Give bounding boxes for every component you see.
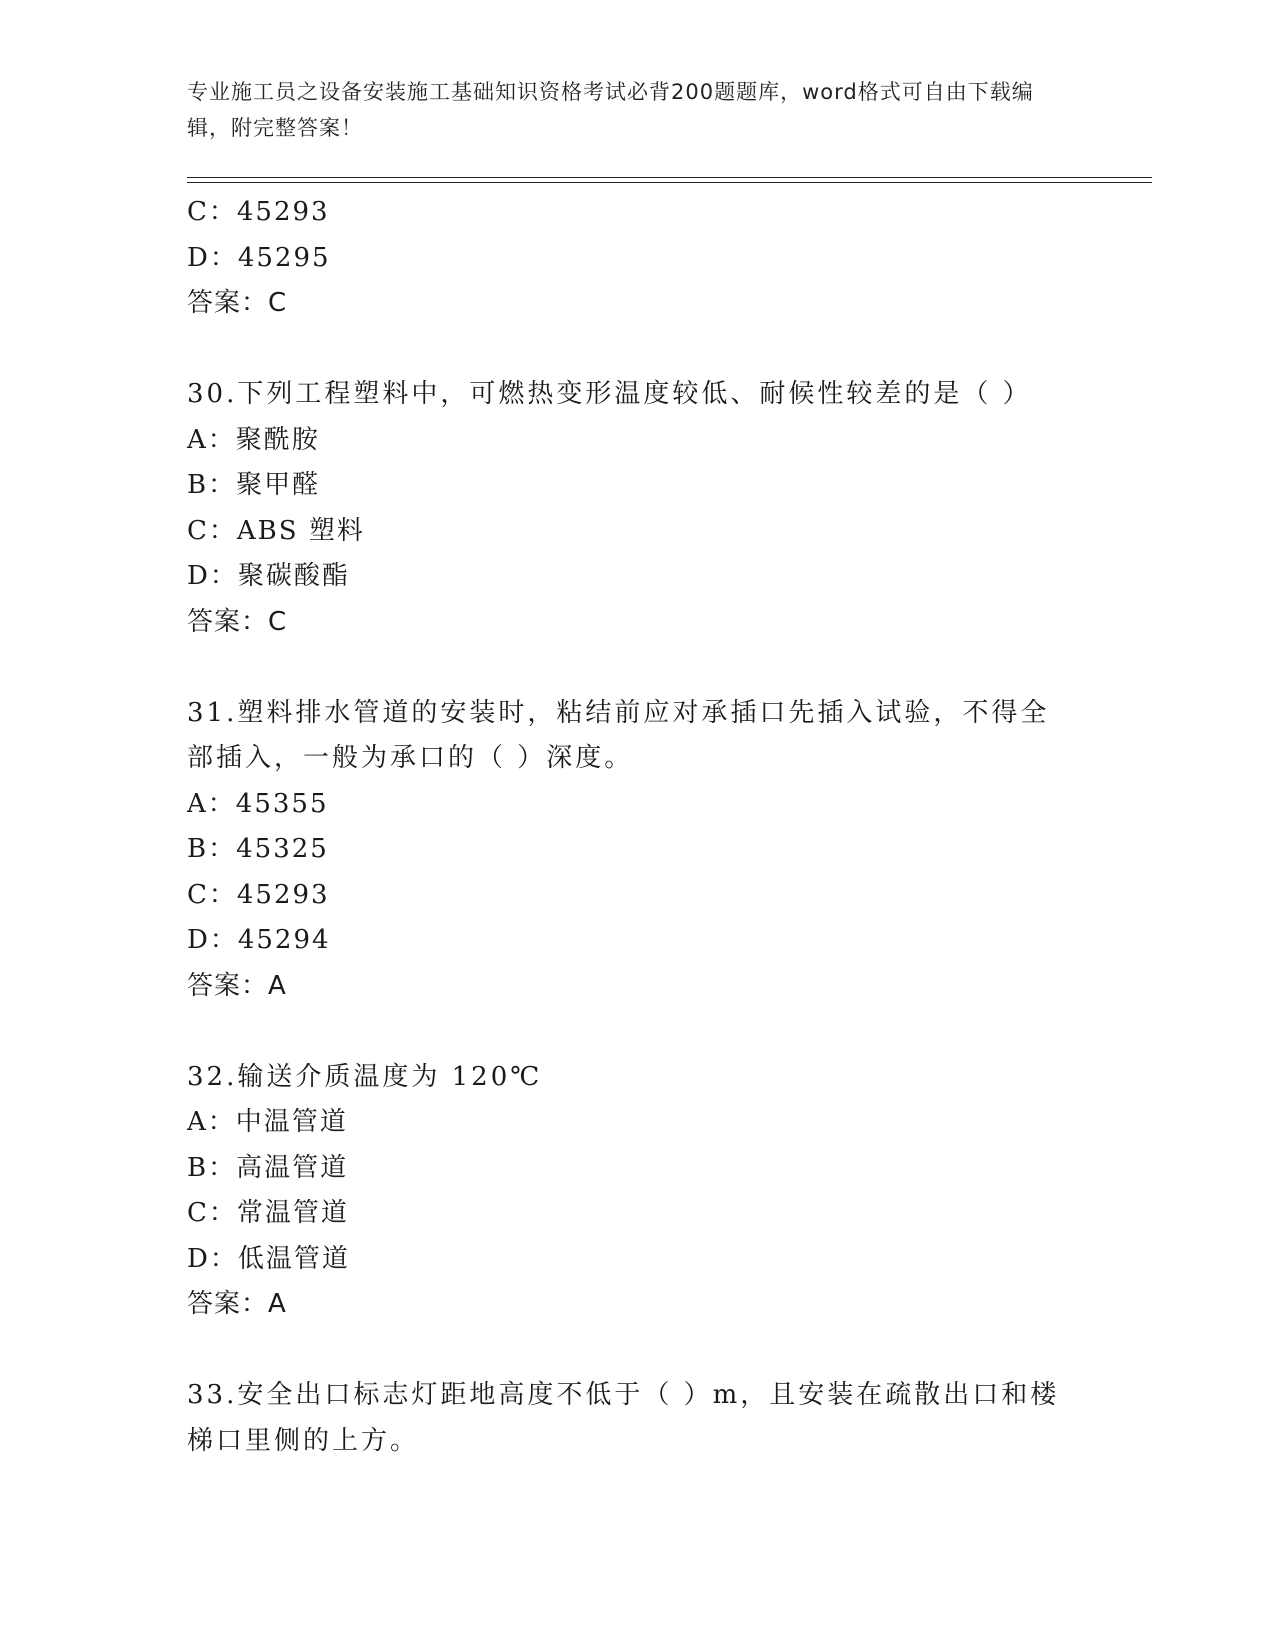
option-a: A：聚酰胺 bbox=[187, 424, 320, 455]
spacer bbox=[187, 1328, 1087, 1374]
document-header: 专业施工员之设备安装施工基础知识资格考试必背200题题库，word格式可自由下载编辑，附完整答案！ bbox=[187, 80, 1034, 140]
spacer bbox=[187, 327, 1087, 373]
option-d: D：45294 bbox=[187, 925, 331, 955]
question-text: 33.安全出口标志灯距地高度不低于（ ）m，且安装在疏散出口和楼梯口里侧的上方。 bbox=[187, 1380, 1060, 1456]
option-c: C：ABS 塑料 bbox=[187, 515, 365, 546]
option-d: D：低温管道 bbox=[187, 1243, 350, 1274]
question-list bbox=[187, 190, 1087, 1464]
option-c: C：45293 bbox=[187, 879, 330, 910]
question-29-tail bbox=[187, 190, 1087, 327]
spacer bbox=[187, 645, 1087, 691]
header-divider-top bbox=[187, 177, 1152, 178]
option-c: C：45293 bbox=[187, 197, 330, 227]
question-33 bbox=[187, 1373, 1087, 1464]
spacer bbox=[187, 1009, 1087, 1055]
answer-line: 答案：A bbox=[187, 970, 287, 1001]
option-b: B：高温管道 bbox=[187, 1152, 349, 1183]
question-text: 31.塑料排水管道的安装时，粘结前应对承插口先插入试验，不得全部插入，一般为承口的（ ）深度。 bbox=[187, 697, 1050, 773]
option-c: C：常温管道 bbox=[187, 1198, 349, 1228]
option-a: A：中温管道 bbox=[187, 1107, 348, 1137]
option-d: D：45295 bbox=[187, 242, 331, 273]
header-divider-bottom bbox=[187, 182, 1152, 183]
option-b: B：45325 bbox=[187, 834, 329, 864]
option-b: B：聚甲醛 bbox=[187, 470, 321, 500]
option-d: D：聚碳酸酯 bbox=[187, 561, 350, 591]
option-a: A：45355 bbox=[187, 788, 329, 819]
question-text: 32.输送介质温度为 120℃ bbox=[187, 1061, 543, 1092]
question-30 bbox=[187, 372, 1087, 645]
question-32 bbox=[187, 1055, 1087, 1328]
question-31 bbox=[187, 691, 1087, 1010]
question-text: 30.下列工程塑料中，可燃热变形温度较低、耐候性较差的是（ ） bbox=[187, 379, 1032, 409]
answer-line: 答案：A bbox=[187, 1289, 287, 1319]
answer-line: 答案：C bbox=[187, 606, 288, 637]
answer-line: 答案：C bbox=[187, 288, 288, 318]
